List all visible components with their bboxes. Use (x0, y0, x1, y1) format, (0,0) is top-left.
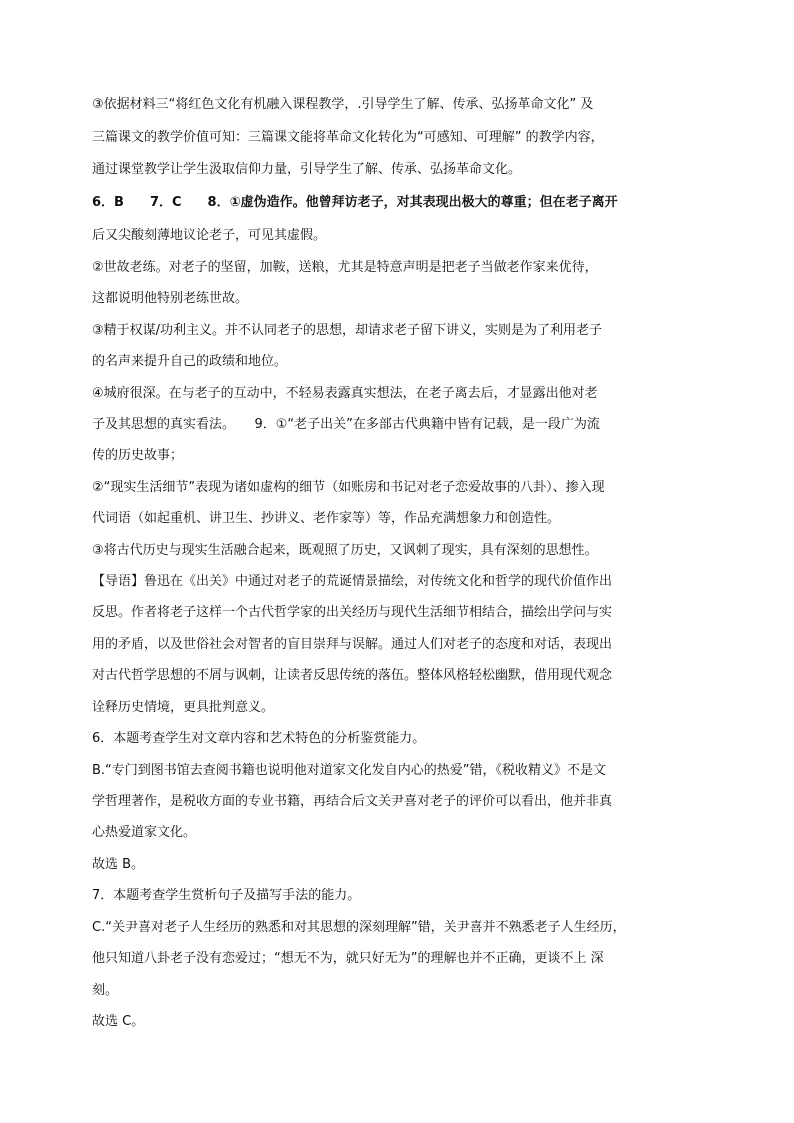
text-line: ③精于权谋/功利主义。并不认同老子的思想，却请求老子留下讲义，实则是为了利用老子 (92, 323, 603, 338)
text-line: 刻。 (92, 983, 119, 998)
text-line: 的名声来提升自己的政绩和地位。 (92, 354, 288, 369)
text-line: B.“专门到图书馆去查阅书籍也说明他对道家文化发自内心的热爱”错，《税收精义》不是文 (92, 763, 607, 778)
text-line: 他只知道八卦老子没有恋爱过；“想无不为，就只好无为”的理解也并不正确，更谈不上 深 (92, 951, 604, 966)
answer-choice: 故选 C。 (92, 1014, 145, 1029)
text-line: ②世故老练。对老子的坚留，加鞍，送粮，尤其是特意声明是把老子当做老作家来优待， (92, 260, 598, 275)
text-line: ②“现实生活细节”表现为诸如虚构的细节（如账房和书记对老子恋爱故事的八卦）、掺入现 (92, 480, 605, 495)
text-line: 子及其思想的真实看法。 9．①“老子出关”在多部古代典籍中皆有记载，是一段广为流 (92, 417, 600, 432)
question-7-heading: 7．本题考查学生赏析句子及描写手法的能力。 (92, 888, 361, 903)
text-line: 学哲理著作，是税收方面的专业书籍，再结合后文关尹喜对老子的评价可以看出，他并非真 (92, 794, 613, 809)
text-line: 用的矛盾，以及世俗社会对智者的盲目崇拜与误解。通过人们对老子的态度和对话，表现出 (92, 637, 613, 652)
text-line: ③依据材料三“将红色文化有机融入课程教学，.引导学生了解、传承、弘扬革命文化” 及 (92, 97, 594, 112)
text-line: 心热爱道家文化。 (92, 825, 197, 840)
text-line: 反思。作者将老子这样一个古代哲学家的出关经历与现代生活细节相结合，描绘出学问与实 (92, 605, 613, 620)
answer-choice: 故选 B。 (92, 857, 145, 872)
text-line: 对古代哲学思想的不屑与讽刺，让读者反思传统的落伍。整体风格轻松幽默，借用现代观念 (92, 668, 613, 683)
text-line: 传的历史故事； (92, 448, 184, 463)
text-line: ④城府很深。在与老子的互动中，不轻易表露真实想法，在老子离去后，才显露出他对老 (92, 386, 598, 401)
text-line: 代词语（如起重机、讲卫生、抄讲义、老作家等）等，作品充满想象力和创造性。 (92, 511, 561, 526)
text-line: 三篇课文的教学价值可知：三篇课文能将革命文化转化为“可感知、可理解” 的教学内容， (92, 130, 604, 145)
text-line: ③将古代历史与现实生活融合起来，既观照了历史，又讽刺了现实，具有深刻的思想性。 (92, 543, 598, 558)
text-line: C.“关尹喜对老子人生经历的熟悉和对其思想的深刻理解”错，关尹喜并不熟悉老子人生经历， (92, 920, 626, 935)
answer-line-6-7-8: 6．B 7．C 8．①虚伪造作。他曾拜访老子，对其表现出极大的尊重；但在老子离开 (92, 195, 618, 210)
text-line: 后又尖酸刻薄地议论老子，可见其虚假。 (92, 228, 327, 243)
question-6-heading: 6．本题考查学生对文章内容和艺术特色的分析鉴赏能力。 (92, 731, 426, 746)
text-line: 这都说明他特别老练世故。 (92, 291, 249, 306)
text-line: 通过课堂教学让学生汲取信仰力量，引导学生了解、传承、弘扬革命文化。 (92, 162, 522, 177)
guide-paragraph: 【导语】鲁迅在《出关》中通过对老子的荒诞情景描绘，对传统文化和哲学的现代价值作出 (92, 574, 613, 589)
text-line: 诠释历史情境，更具批判意义。 (92, 700, 275, 715)
